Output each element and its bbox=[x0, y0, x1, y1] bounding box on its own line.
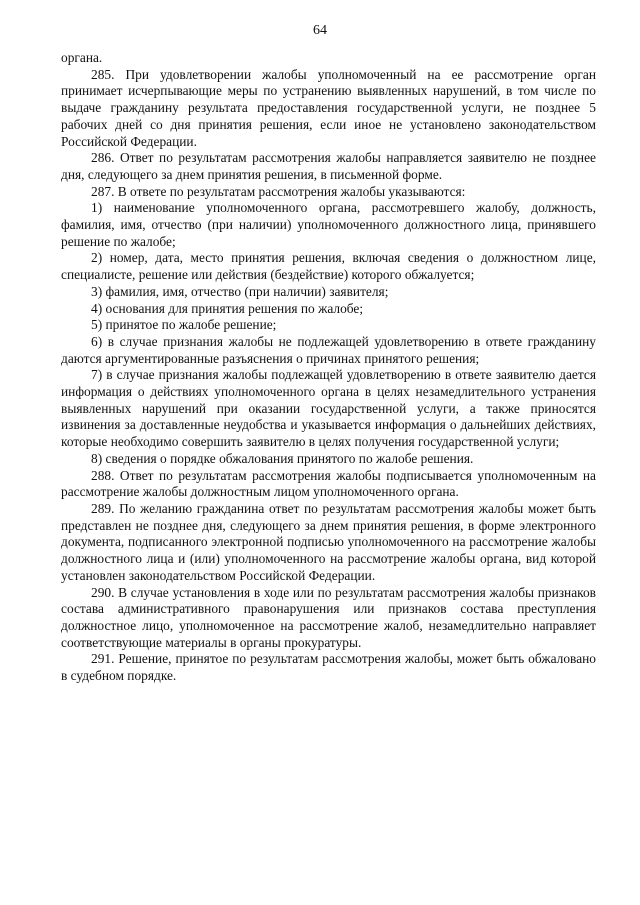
paragraph-289: 289. По желанию гражданина ответ по результатам рассмотрения жалобы может быть представлен не позднее дня, следующего за днем принятия решения, в форме электронного документа, подписанного электронной подписью уполномоченного на рассмотрение жалобы должностного лица и (или) уполномоченного на рассмотрение жалобы органа, вид которой установлен законодательством Российской Федерации. bbox=[61, 500, 596, 583]
paragraph-288: 288. Ответ по результатам рассмотрения жалобы подписывается уполномоченным на рассмотрение жалобы должностным лицом уполномоченного органа. bbox=[61, 467, 596, 500]
paragraph-285: 285. При удовлетворении жалобы уполномоченный на ее рассмотрение орган принимает исчерпывающие меры по устранению выявленных нарушений, в том числе по выдаче гражданину результата предоставления государственной услуги, не позднее 5 рабочих дней со дня принятия решения, если иное не установлено законодательством Российской Федерации. bbox=[61, 66, 596, 149]
paragraph-291: 291. Решение, принятое по результатам рассмотрения жалобы, может быть обжаловано в судебном порядке. bbox=[61, 651, 596, 684]
paragraph-287: 287. В ответе по результатам рассмотрения жалобы указываются: bbox=[91, 183, 466, 199]
list-item-8: 8) сведения о порядке обжалования принятого по жалобе решения. bbox=[91, 450, 474, 466]
list-item-1: 1) наименование уполномоченного органа, рассмотревшего жалобу, должность, фамилия, имя, отчество (при наличии) уполномоченного должностного лица, принявшего решение по жалобе; bbox=[61, 200, 596, 249]
paragraph-continuation: органа. bbox=[61, 50, 103, 65]
list-item-3: 3) фамилия, имя, отчество (при наличии) заявителя; bbox=[91, 283, 389, 299]
paragraph-286: 286. Ответ по результатам рассмотрения жалобы направляется заявителю не позднее дня, следующего за днем принятия решения, в письменной форме. bbox=[61, 150, 596, 182]
list-item-4: 4) основания для принятия решения по жалобе; bbox=[91, 300, 364, 316]
list-item-7: 7) в случае признания жалобы подлежащей удовлетворению в ответе заявителю дается информация о действиях уполномоченного органа в целях незамедлительного устранения выявленных нарушений при оказании государственной услуги, а также приносятся извинения за доставленные неудобства и указывается информация о дальнейших действиях, которые необходимо совершить заявителю в целях получения государственной услуги; bbox=[61, 367, 596, 450]
document-body bbox=[61, 50, 596, 685]
page-number: 64 bbox=[313, 23, 327, 38]
list-item-6: 6) в случае признания жалобы не подлежащей удовлетворению в ответе гражданину даются аргументированные разъяснения о причинах принятого решения; bbox=[61, 333, 596, 366]
list-item-5: 5) принятое по жалобе решение; bbox=[91, 317, 277, 333]
list-item-2: 2) номер, дата, место принятия решения, включая сведения о должностном лице, специалисте, решение или действия (бездействие) которого обжалуется; bbox=[61, 250, 596, 283]
paragraph-290: 290. В случае установления в ходе или по результатам рассмотрения жалобы признаков состава административного правонарушения или признаков состава преступления должностное лицо, уполномоченное на рассмотрение жалоб, незамедлительно направляет соответствующие материалы в органы прокуратуры. bbox=[61, 584, 596, 650]
